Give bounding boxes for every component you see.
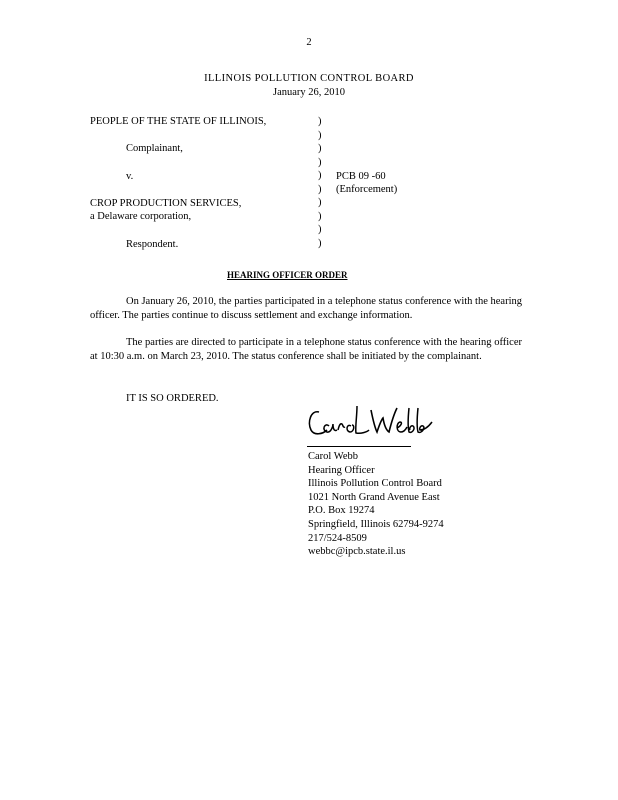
- page-number: 2: [306, 37, 312, 48]
- paren: ): [318, 129, 322, 141]
- paren: ): [318, 170, 322, 181]
- defendant-name: CROP PRODUCTION SERVICES,: [90, 198, 242, 209]
- defendant-description: a Delaware corporation,: [90, 211, 192, 222]
- paragraph-status: On January 26, 2010, the parties participated in a telephone status conference with the hearing officer. The parties continue to discuss settlement and exchange information.: [90, 296, 522, 321]
- plaintiff-role: Complainant,: [126, 143, 183, 154]
- caption-parentheses: [318, 115, 322, 250]
- paren: ): [318, 237, 322, 249]
- signer-agency: Illinois Pollution Control Board: [308, 478, 442, 490]
- signer-address-street: 1021 North Grand Avenue East: [308, 491, 440, 503]
- signature: [305, 400, 435, 443]
- signature-block: [308, 450, 444, 559]
- versus-label: v.: [126, 171, 134, 182]
- paren: ): [318, 143, 322, 154]
- case-number: PCB 09 -60: [336, 171, 386, 182]
- paragraph-directive: The parties are directed to participate in a telephone status conference with the hearing officer at 10:30 a.m. on March 23, 2010. The status conference shall be initiated by the complainant.: [90, 337, 522, 362]
- document-date: January 26, 2010: [272, 87, 346, 98]
- paren: ): [318, 116, 322, 127]
- paren: ): [318, 224, 322, 235]
- order-title: HEARING OFFICER ORDER: [227, 270, 348, 280]
- signer-title: Hearing Officer: [308, 464, 375, 476]
- agency-heading: ILLINOIS POLLUTION CONTROL BOARD: [204, 73, 414, 84]
- paren: ): [318, 183, 322, 195]
- paren: ): [318, 156, 322, 168]
- signer-address-po-box: P.O. Box 19274: [308, 505, 375, 517]
- plaintiff-name: PEOPLE OF THE STATE OF ILLINOIS,: [90, 116, 267, 127]
- signer-name: Carol Webb: [308, 451, 358, 462]
- signer-phone: 217/524-8509: [308, 532, 367, 544]
- signature-line: [307, 446, 411, 447]
- paren: ): [318, 197, 322, 208]
- signer-address-city: Springfield, Illinois 62794-9274: [308, 518, 444, 530]
- paren: ): [318, 210, 322, 222]
- so-ordered: IT IS SO ORDERED.: [126, 393, 219, 404]
- defendant-role: Respondent.: [126, 239, 179, 250]
- signer-email: webbc@ipcb.state.il.us: [308, 546, 406, 558]
- case-type: (Enforcement): [336, 184, 398, 195]
